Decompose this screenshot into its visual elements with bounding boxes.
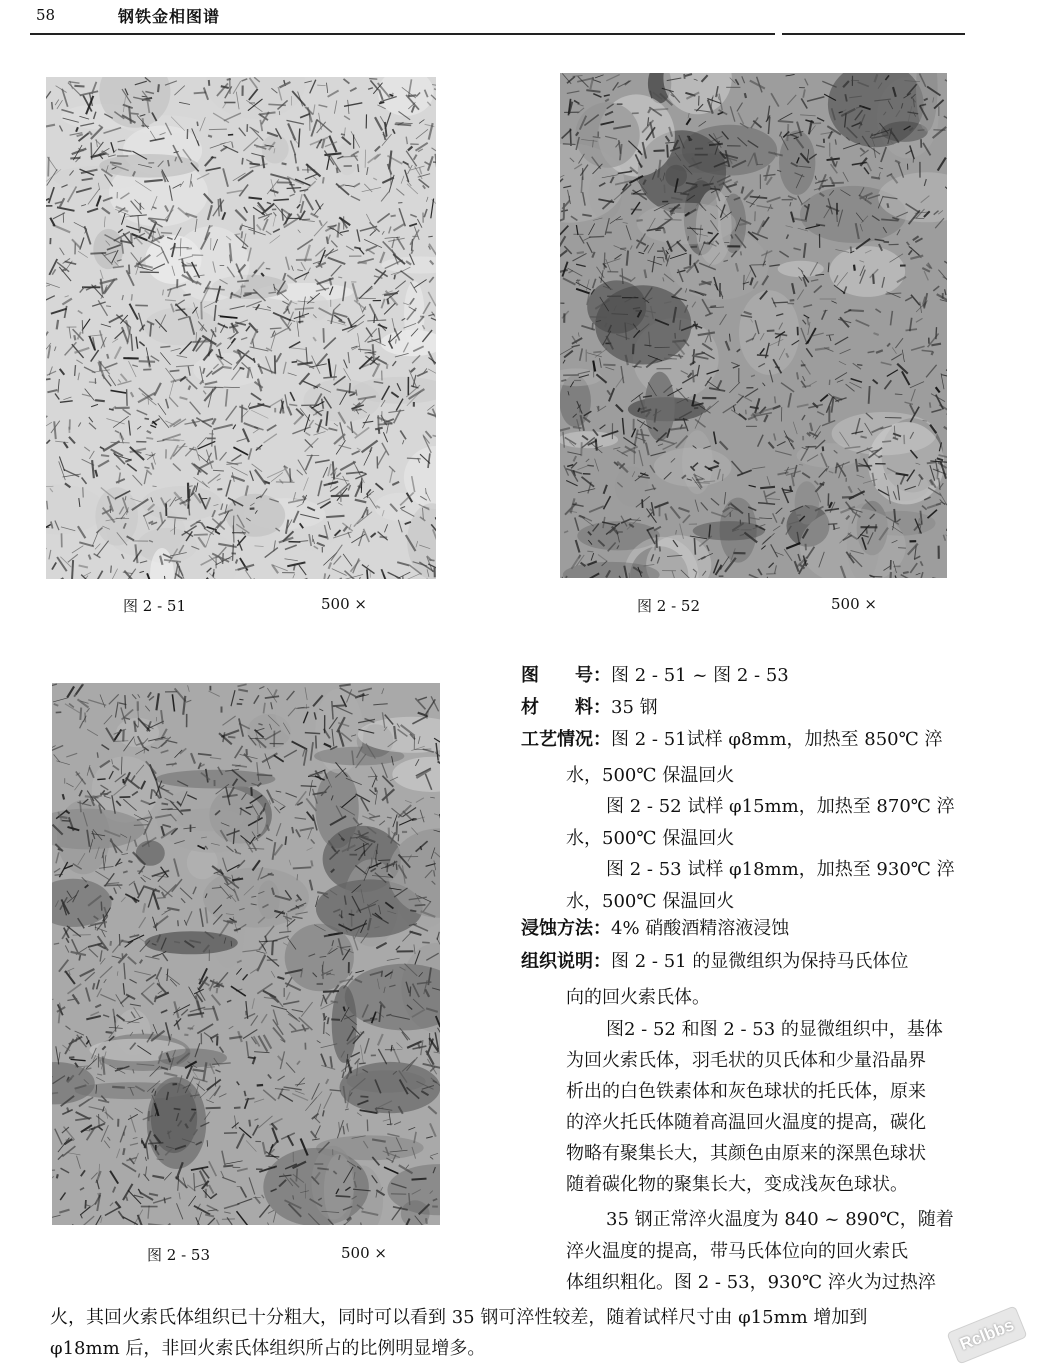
description-line: 随着碳化物的聚集长大，变成浅灰色球状。 — [566, 1174, 908, 1195]
info-process-label: 工艺情况： — [521, 729, 611, 750]
description-line: 物略有聚集长大，其颜色由原来的深黑色球状 — [566, 1143, 926, 1164]
description-line: 析出的白色铁素体和灰色球状的托氏体，原来 — [566, 1081, 926, 1102]
micrograph-2-53-texture — [52, 683, 440, 1225]
magnification-2-52: 500 × — [831, 595, 877, 613]
header-rule-short — [782, 33, 965, 35]
info-process-line: 水，500℃ 保温回火 — [566, 891, 735, 912]
micrograph-2-51-texture — [46, 77, 436, 579]
description-line: 向的回火索氏体。 — [566, 987, 710, 1008]
description-line: 淬火温度的提高，带马氏体位向的回火索氏 — [566, 1241, 908, 1262]
full-width-line: φ18mm 后，非回火索氏体组织所占的比例明显增多。 — [50, 1338, 486, 1359]
info-process-line: 图 2 - 51试样 φ8mm，加热至 850℃ 淬 — [611, 729, 943, 750]
magnification-2-53: 500 × — [341, 1244, 387, 1262]
info-description — [521, 946, 908, 977]
full-width-line: 火，其回火索氏体组织已十分粗大，同时可以看到 35 钢可淬性较差，随着试样尺寸由 φ15mm 增加到 — [50, 1307, 868, 1328]
info-process-line: 图 2 - 53 试样 φ18mm，加热至 930℃ 淬 — [606, 859, 955, 880]
info-material-value: 35 钢 — [611, 697, 658, 718]
description-line: 为回火索氏体，羽毛状的贝氏体和少量沿晶界 — [566, 1050, 926, 1071]
book-title: 钢铁金相图谱 — [118, 7, 221, 26]
info-figure-no — [521, 660, 789, 691]
info-material-label: 材 料： — [521, 697, 611, 718]
micrograph-2-51 — [46, 77, 436, 579]
description-line: 图2 - 52 和图 2 - 53 的显微组织中，基体 — [606, 1019, 943, 1040]
micrograph-2-53 — [52, 683, 440, 1225]
info-etchant-label: 浸蚀方法： — [521, 918, 611, 939]
info-process — [521, 724, 942, 755]
info-etchant-value: 4% 硝酸酒精溶液浸蚀 — [611, 918, 790, 939]
magnification-2-51: 500 × — [321, 595, 367, 613]
page-header — [30, 0, 965, 40]
figure-caption-2-52: 图 2 - 52 — [637, 597, 701, 615]
info-material — [521, 692, 658, 723]
info-process-line: 水，500℃ 保温回火 — [566, 828, 735, 849]
description-line: 图 2 - 51 的显微组织为保持马氏体位 — [611, 951, 909, 972]
micrograph-2-52-texture — [560, 73, 947, 578]
info-figure-no-label: 图 号： — [521, 665, 611, 686]
watermark-text: Rclbbs — [956, 1315, 1017, 1354]
info-description-label: 组织说明： — [521, 951, 611, 972]
info-etchant — [521, 913, 789, 944]
description-line: 35 钢正常淬火温度为 840 ~ 890℃，随着 — [606, 1209, 954, 1230]
info-process-line: 图 2 - 52 试样 φ15mm，加热至 870℃ 淬 — [606, 796, 955, 817]
figure-caption-2-53: 图 2 - 53 — [147, 1246, 211, 1264]
watermark-logo — [946, 1305, 1027, 1364]
info-process-line: 水，500℃ 保温回火 — [566, 765, 735, 786]
info-figure-no-value: 图 2 - 51 ~ 图 2 - 53 — [611, 665, 789, 686]
description-line: 的淬火托氏体随着高温回火温度的提高，碳化 — [566, 1112, 926, 1133]
figure-caption-2-51: 图 2 - 51 — [123, 597, 187, 615]
micrograph-2-52 — [560, 73, 947, 578]
description-line: 体组织粗化。图 2 - 53，930℃ 淬火为过热淬 — [566, 1272, 936, 1293]
page-number: 58 — [36, 6, 56, 24]
header-rule — [30, 33, 775, 35]
